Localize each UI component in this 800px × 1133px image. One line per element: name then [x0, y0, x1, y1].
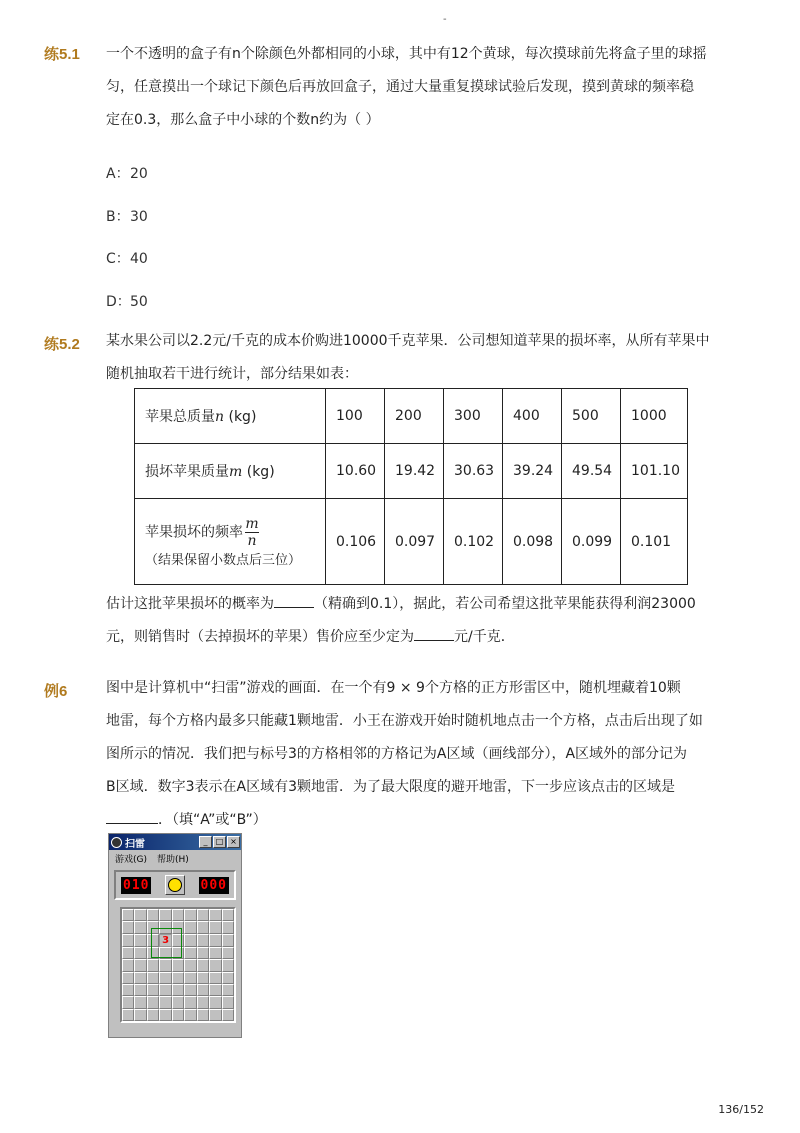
- grid-cell[interactable]: [197, 972, 209, 984]
- grid-cell[interactable]: [147, 996, 159, 1008]
- table-row: [135, 389, 688, 444]
- grid-cell[interactable]: [197, 984, 209, 996]
- text-line: B区域．数字3表示在A区域有3颗地雷．为了最大限度的避开地雷，下一步应该点击的区域是: [106, 779, 675, 795]
- table-cell: 400: [503, 389, 562, 444]
- mine-grid: [120, 907, 236, 1023]
- grid-cell[interactable]: [159, 921, 171, 933]
- grid-cell[interactable]: [147, 934, 159, 947]
- answer-blank[interactable]: [274, 606, 314, 608]
- page-number: 136/152: [718, 1103, 764, 1116]
- grid-cell[interactable]: [184, 959, 196, 971]
- grid-cell[interactable]: [134, 921, 146, 933]
- exercise-text: [106, 588, 726, 654]
- table-cell: 30.63: [444, 444, 503, 499]
- grid-cell[interactable]: [122, 972, 134, 984]
- grid-cell[interactable]: [172, 972, 184, 984]
- grid-cell[interactable]: [159, 909, 171, 921]
- minimize-button[interactable]: _: [199, 836, 212, 848]
- answer-blank[interactable]: [414, 639, 454, 641]
- grid-cell[interactable]: [209, 947, 221, 959]
- example-text: [106, 672, 726, 837]
- table-cell: 49.54: [562, 444, 621, 499]
- grid-cell[interactable]: [209, 959, 221, 971]
- row-header: 苹果总质量n (kg): [135, 389, 326, 444]
- table-cell: 1000: [621, 389, 688, 444]
- timer-counter: 000: [200, 877, 227, 893]
- grid-cell[interactable]: [122, 947, 134, 959]
- table-cell: 0.099: [562, 499, 621, 585]
- table-cell: 0.098: [503, 499, 562, 585]
- row-header: 苹果损坏的频率 $\frac{m}{n}$ （结果保留小数点后三位）: [135, 499, 326, 585]
- data-table: [134, 388, 688, 585]
- grid-cell[interactable]: [209, 1009, 221, 1021]
- text-line: 地雷，每个方格内最多只能藏1颗地雷．小王在游戏开始时随机地点击一个方格，点击后出现了如: [106, 713, 703, 729]
- grid-cell[interactable]: [134, 984, 146, 996]
- table-cell: 0.097: [385, 499, 444, 585]
- grid-cell[interactable]: [209, 909, 221, 921]
- option-b[interactable]: B：30: [106, 209, 148, 225]
- grid-cell[interactable]: [222, 984, 234, 996]
- grid-cell[interactable]: [197, 959, 209, 971]
- table-cell: 100: [326, 389, 385, 444]
- grid-cell[interactable]: [122, 959, 134, 971]
- grid-cell[interactable]: [159, 947, 171, 959]
- grid-cell[interactable]: [184, 984, 196, 996]
- grid-cell[interactable]: [197, 947, 209, 959]
- grid-cell[interactable]: [184, 921, 196, 933]
- menu-help[interactable]: 帮助(H): [157, 854, 189, 865]
- grid-cell[interactable]: [197, 1009, 209, 1021]
- text-line: 估计这批苹果损坏的概率为 （精确到0.1），据此，若公司希望这批苹果能获得利润23000: [106, 596, 696, 612]
- grid-cell[interactable]: [209, 972, 221, 984]
- maximize-button[interactable]: □: [213, 836, 226, 848]
- grid-cell[interactable]: [222, 996, 234, 1008]
- grid-cell[interactable]: [147, 921, 159, 933]
- grid-cell[interactable]: [122, 909, 134, 921]
- exercise-text: [106, 38, 726, 137]
- grid-cell[interactable]: [197, 934, 209, 947]
- grid-cell[interactable]: [209, 921, 221, 933]
- grid-cell[interactable]: [122, 934, 134, 947]
- grid-cell[interactable]: [172, 996, 184, 1008]
- exercise-label: 练5.2: [44, 336, 80, 353]
- revealed-number-cell[interactable]: 3: [159, 934, 171, 947]
- text-line: 某水果公司以2.2元/千克的成本价购进10000千克苹果．公司想知道苹果的损坏率，从所有苹果中: [106, 333, 710, 349]
- grid-cell[interactable]: [172, 959, 184, 971]
- grid-cell[interactable]: [184, 1009, 196, 1021]
- grid-cell[interactable]: [147, 1009, 159, 1021]
- table-cell: 500: [562, 389, 621, 444]
- menu-bar: [109, 850, 241, 866]
- smiley-icon: [168, 878, 182, 892]
- grid-cell[interactable]: [122, 984, 134, 996]
- grid-cell[interactable]: [122, 1009, 134, 1021]
- text-line: 随机抽取若干进行统计，部分结果如表：: [106, 366, 358, 382]
- grid-cell[interactable]: [172, 1009, 184, 1021]
- example-label: 例6: [44, 683, 68, 700]
- text-line: 定在0.3，那么盒子中小球的个数n约为（ ）: [106, 112, 380, 128]
- grid-cell[interactable]: [222, 934, 234, 947]
- grid-cell[interactable]: [134, 972, 146, 984]
- table-cell: 0.101: [621, 499, 688, 585]
- mine-icon: [111, 837, 122, 848]
- grid-cell[interactable]: [222, 909, 234, 921]
- table-cell: 10.60: [326, 444, 385, 499]
- grid-cell[interactable]: [209, 984, 221, 996]
- text-line: 图所示的情况．我们把与标号3的方格相邻的方格记为A区域（画线部分），A区域外的部分记为: [106, 746, 688, 762]
- option-c[interactable]: C：40: [106, 251, 148, 267]
- menu-game[interactable]: 游戏(G): [115, 854, 147, 865]
- grid-cell[interactable]: [159, 959, 171, 971]
- smiley-face-button[interactable]: [165, 875, 185, 895]
- grid-cell[interactable]: [209, 996, 221, 1008]
- grid-cell[interactable]: [222, 921, 234, 933]
- grid-cell[interactable]: [172, 909, 184, 921]
- grid-cell[interactable]: [197, 996, 209, 1008]
- text-line: 匀，任意摸出一个球记下颜色后再放回盒子，通过大量重复摸球试验后发现，摸到黄球的频率稳: [106, 79, 694, 95]
- grid-cell[interactable]: [172, 984, 184, 996]
- grid-cell[interactable]: [184, 996, 196, 1008]
- grid-cell[interactable]: [184, 909, 196, 921]
- grid-cell[interactable]: [147, 959, 159, 971]
- close-button[interactable]: ×: [227, 836, 240, 848]
- grid-cell[interactable]: [222, 959, 234, 971]
- option-d[interactable]: D：50: [106, 294, 148, 310]
- text-line: 元，则销售时（去掉损坏的苹果）售价应至少定为 元/千克．: [106, 629, 515, 645]
- text-line: 图中是计算机中“扫雷”游戏的画面．在一个有9 × 9个方格的正方形雷区中，随机埋藏着10颗: [106, 680, 681, 696]
- grid-cell[interactable]: [134, 996, 146, 1008]
- grid-cell[interactable]: [222, 947, 234, 959]
- grid-cell[interactable]: [159, 996, 171, 1008]
- grid-cell[interactable]: [184, 934, 196, 947]
- table-cell: 0.102: [444, 499, 503, 585]
- grid-cell[interactable]: [184, 972, 196, 984]
- text-line: 一个不透明的盒子有n个除颜色外都相同的小球，其中有12个黄球，每次摸球前先将盒子里的球摇: [106, 46, 707, 62]
- table-cell: 39.24: [503, 444, 562, 499]
- grid-cell[interactable]: [147, 972, 159, 984]
- grid-cell[interactable]: [184, 947, 196, 959]
- grid-cell[interactable]: [134, 947, 146, 959]
- title-bar: [109, 834, 241, 850]
- grid-cell[interactable]: [134, 1009, 146, 1021]
- grid-cell[interactable]: [122, 921, 134, 933]
- grid-cell[interactable]: [159, 984, 171, 996]
- grid-cell[interactable]: [122, 996, 134, 1008]
- grid-cell[interactable]: [147, 909, 159, 921]
- grid-cell[interactable]: [222, 972, 234, 984]
- grid-cell[interactable]: [147, 947, 159, 959]
- text-line: ．（填“A”或“B”）: [106, 804, 726, 837]
- grid-cell[interactable]: [197, 921, 209, 933]
- exercise-label: 练5.1: [44, 46, 80, 63]
- grid-cell[interactable]: [147, 984, 159, 996]
- table-row: [135, 444, 688, 499]
- table-cell: 0.106: [326, 499, 385, 585]
- grid-cell[interactable]: [172, 921, 184, 933]
- grid-cell[interactable]: [222, 1009, 234, 1021]
- grid-cell[interactable]: [172, 947, 184, 959]
- exercise-text: [106, 325, 726, 391]
- window-title: 扫雷: [125, 838, 145, 850]
- grid-cell[interactable]: [134, 909, 146, 921]
- fraction: $\frac{m}{n}$: [245, 515, 259, 549]
- status-panel: [114, 870, 236, 900]
- answer-blank[interactable]: [106, 822, 158, 824]
- grid-cell[interactable]: [172, 934, 184, 947]
- grid-cell[interactable]: [159, 1009, 171, 1021]
- grid-cell[interactable]: [159, 972, 171, 984]
- mine-counter: 010: [123, 877, 150, 893]
- table-cell: 101.10: [621, 444, 688, 499]
- page-mark: -: [443, 14, 447, 25]
- grid-cell[interactable]: [209, 934, 221, 947]
- table-cell: 200: [385, 389, 444, 444]
- grid-cell[interactable]: [134, 959, 146, 971]
- table-row: [135, 499, 688, 585]
- option-a[interactable]: A：20: [106, 166, 148, 182]
- minesweeper-window: [108, 833, 242, 1038]
- grid-cell[interactable]: [134, 934, 146, 947]
- row-header: 损坏苹果质量m (kg): [135, 444, 326, 499]
- table-cell: 300: [444, 389, 503, 444]
- table-cell: 19.42: [385, 444, 444, 499]
- grid-cell[interactable]: [197, 909, 209, 921]
